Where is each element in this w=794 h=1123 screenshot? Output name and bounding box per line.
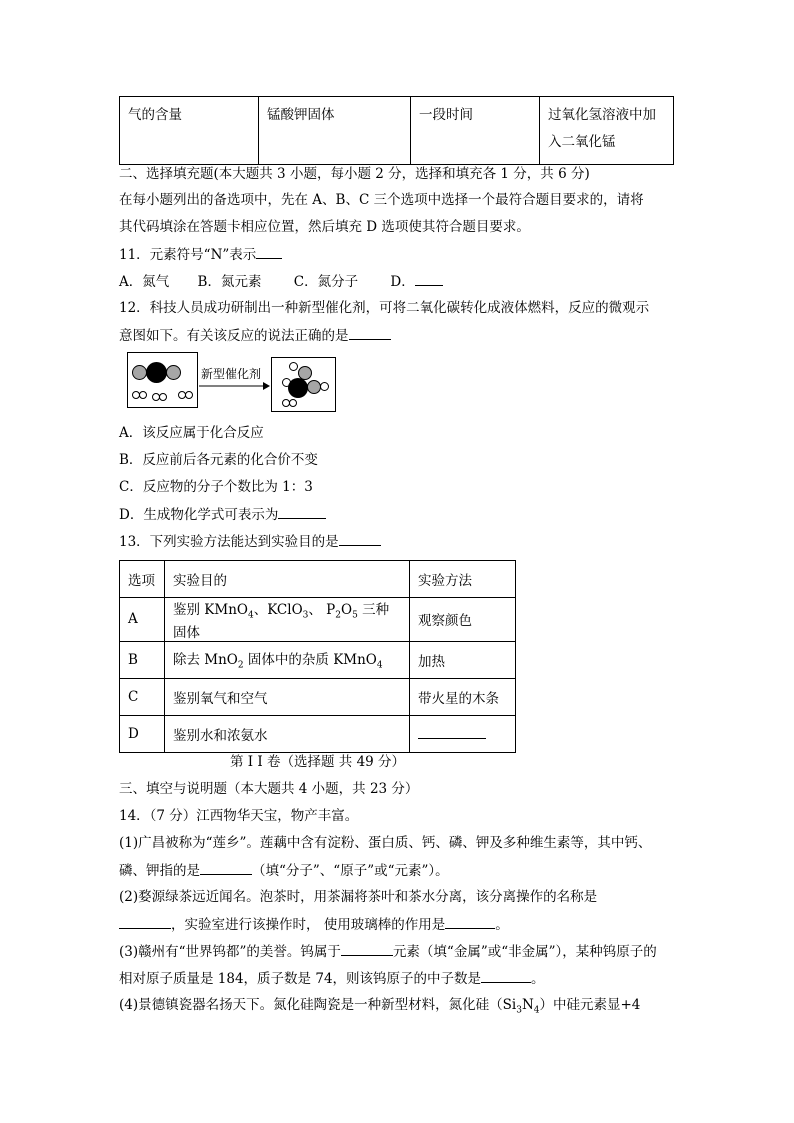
question-14-stem: 14．（7 分）江西物华天宝，物产丰富。 — [119, 808, 359, 824]
answer-blank — [341, 941, 393, 956]
question-11-options — [119, 271, 443, 292]
carbon-atom — [288, 378, 308, 398]
table-header: 选项 — [120, 561, 165, 598]
question-text: (4)景德镇瓷器名扬天下。氮化硅陶瓷是一种新型材料，氮化硅（Si — [119, 997, 517, 1013]
catalyst-label: 新型催化剂 — [201, 367, 262, 381]
hydrogen-atom — [185, 391, 193, 399]
table-row — [120, 598, 516, 642]
table-header: 实验目的 — [165, 561, 410, 598]
question-text: （填“分子”、“原子”或“元素”）。 — [252, 863, 449, 879]
question-12-option-d — [119, 504, 326, 525]
question-14-part-2: (2)婺源绿茶远近闻名。泡茶时，用茶漏将茶叶和茶水分离，该分离操作的名称是 — [119, 889, 598, 905]
hydrogen-atom — [139, 391, 147, 399]
table-cell: 除去 MnO$_2$ 固体中的杂质 KMnO$_4$ — [165, 641, 410, 678]
table-cell: A — [120, 598, 165, 642]
table-cell — [410, 715, 516, 752]
answer-blank — [339, 531, 381, 546]
hydrogen-atom — [289, 399, 297, 407]
products-box — [271, 357, 336, 412]
table-cell: D — [120, 715, 165, 752]
goal-text: 除去 MnO — [173, 652, 238, 669]
option-d: D． — [390, 274, 415, 290]
reaction-arrow — [197, 382, 271, 390]
question-14-part-1-cont — [119, 860, 449, 881]
table-cell: B — [120, 641, 165, 678]
section2-title: 二、选择填充题(本大题共 3 小题，每小题 2 分，选择和填充各 1 分，共 6 分) — [119, 166, 590, 182]
question-14-part-2-cont: ，实验室进行该操作时， 使用玻璃棒的作用是 。 — [119, 914, 509, 935]
table-cell: 鉴别氧气和空气 — [165, 678, 410, 715]
question-12-stem: 12．科技人员成功研制出一种新型催化剂，可将二氧化碳转化成液体燃料，反应的微观示 — [119, 300, 650, 316]
carbon-atom — [146, 362, 167, 383]
hydrogen-atom — [159, 393, 167, 401]
answer-blank — [481, 968, 531, 983]
reactants-box — [127, 352, 198, 408]
table-cell: 带火星的木条 — [410, 678, 516, 715]
answer-blank — [445, 914, 495, 929]
question-14-part-3-cont: 相对原子质量是 184，质子数是 74，则该钨原子的中子数是 。 — [119, 968, 545, 989]
table-cell: 气的含量 — [120, 97, 259, 165]
experiment-table-continued — [119, 96, 674, 165]
question-12-option-a: A．该反应属于化合反应 — [119, 425, 264, 441]
experiment-method-table — [119, 560, 516, 753]
oxygen-atom — [166, 365, 181, 380]
answer-blank — [278, 504, 326, 519]
table-row — [120, 678, 516, 715]
part-2-heading: 第 I I 卷（选择题 共 49 分） — [229, 754, 406, 770]
question-text: 元素（填“金属”或“非金属”），某种钨原子的 — [392, 944, 657, 960]
table-cell: 加热 — [410, 641, 516, 678]
answer-blank — [418, 724, 486, 739]
question-text: ）中硅元素显+4 — [539, 997, 641, 1013]
reaction-diagram — [127, 352, 337, 412]
table-cell: 锰酸钾固体 — [259, 97, 411, 165]
table-cell: 观察颜色 — [410, 598, 516, 642]
section3-title: 三、填空与说明题（本大题共 4 小题，共 23 分） — [119, 781, 419, 797]
question-text: (3)赣州有“世界钨都”的美誉。钨属于 — [119, 944, 341, 960]
goal-text: 鉴别 KMnO — [173, 602, 248, 618]
question-14-part-3 — [119, 941, 657, 962]
answer-blank — [119, 914, 171, 929]
table-row — [120, 715, 516, 752]
question-12-stem — [119, 325, 391, 346]
question-14-part-1: (1)广昌被称为“莲乡”。莲藕中含有淀粉、蛋白质、钙、磷、钾及多种维生素等，其中钙、 — [119, 835, 652, 851]
answer-blank — [256, 244, 282, 259]
table-cell-line: 过氧化氢溶液中加 — [548, 107, 656, 123]
question-text: 11．元素符号“N”表示 — [119, 247, 257, 263]
answer-blank — [349, 325, 391, 340]
question-text: 磷、钾指的是 — [119, 863, 200, 879]
question-text: ，实验室进行该操作时， 使用玻璃棒的作用是 — [171, 917, 446, 933]
question-13-stem — [119, 531, 381, 552]
question-14-part-4: (4)景德镇瓷器名扬天下。氮化硅陶瓷是一种新型材料，氮化硅$(Si_3N_4)$中硅元素显+4 — [119, 997, 641, 1016]
option-c: C．氮分子 — [293, 274, 359, 290]
table-cell-line: 入二氧化锰 — [548, 134, 616, 150]
option-b: B．氮元素 — [197, 274, 262, 290]
question-12-option-c: C．反应物的分子个数比为 1：3 — [119, 479, 313, 495]
hydrogen-atom — [289, 362, 298, 371]
question-11-stem — [119, 244, 282, 265]
answer-blank — [200, 860, 252, 875]
table-cell: C — [120, 678, 165, 715]
option-a: A．氮气 — [119, 274, 170, 290]
oxygen-atom — [132, 365, 147, 380]
table-header: 实验方法 — [410, 561, 516, 598]
table-row — [120, 641, 516, 678]
section2-instruction: 其代码填涂在答题卡相应位置，然后填充 D 选项使其符合题目要求。 — [119, 219, 530, 235]
question-text: 意图如下。有关该反应的说法正确的是 — [119, 328, 349, 344]
table-cell: 一段时间 — [411, 97, 540, 165]
question-text: 相对原子质量是 184，质子数是 74，则该钨原子的中子数是 — [119, 971, 482, 987]
table-cell — [540, 97, 674, 165]
option-text: D．生成物化学式可表示为 — [119, 507, 279, 523]
oxygen-atom — [307, 380, 321, 394]
hydrogen-atom — [320, 382, 329, 391]
answer-blank — [415, 271, 443, 286]
question-text: 13．下列实验方法能达到实验目的是 — [119, 534, 339, 550]
table-cell: 鉴别 KMnO$_4$、KClO$_3$、 $P_2O_5$ 三种固体 — [165, 598, 410, 642]
question-12-option-b: B．反应前后各元素的化合价不变 — [119, 452, 318, 468]
table-cell: 鉴别水和浓氨水 — [165, 715, 410, 752]
section2-instruction: 在每小题列出的备选项中，先在 A、B、C 三个选项中选择一个最符合题目要求的，请将 — [119, 192, 644, 208]
